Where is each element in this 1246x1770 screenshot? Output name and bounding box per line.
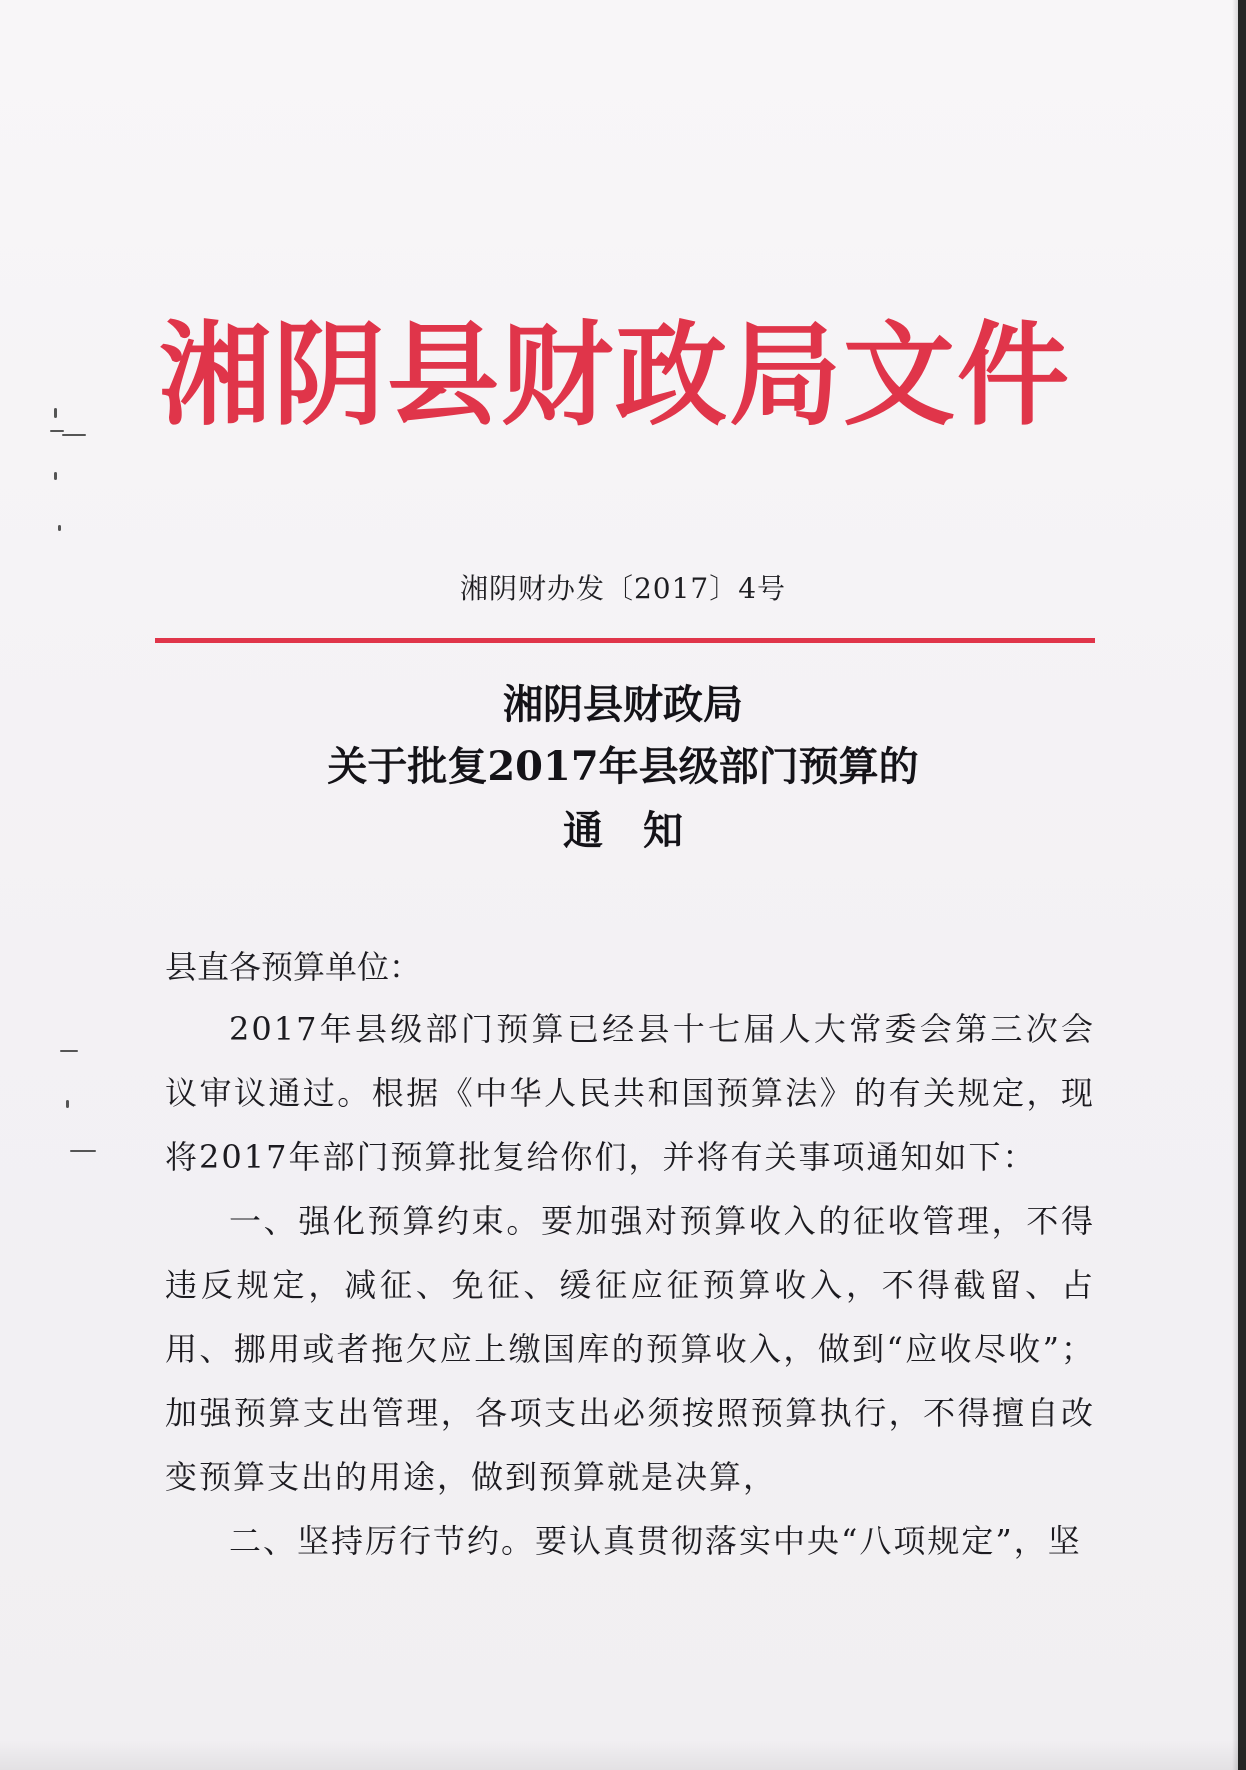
paragraph: 二、坚持厉行节约。要认真贯彻落实中央“八项规定”，坚 xyxy=(229,1522,1082,1560)
salutation: 县直各预算单位： xyxy=(165,948,422,986)
red-divider-line xyxy=(155,638,1095,643)
paragraph: 一、强化预算约束。要加强对预算收入的征收管理，不得违反规定，减征、免征、缓征应征预算收入，不得截留、占用、挪用或者拖欠应上缴国库的预算收入，做到“应收尽收”；加强预算支出管理，各项支出必须按照预算执行，不得擅自改变预算支出的用途，做到预算就是决算， xyxy=(165,1202,1095,1496)
scan-edge xyxy=(1238,0,1246,1770)
bottom-shadow xyxy=(0,1740,1246,1770)
body-paragraphs xyxy=(165,997,1095,1573)
notice-title-line-1: 湘阴县财政局 xyxy=(503,681,743,728)
notice-title-line-3: 通知 xyxy=(563,807,723,854)
document-number: 湘阴财办发〔2017〕4号 xyxy=(459,572,787,605)
issuing-authority-title: 湘阴县财政局文件 xyxy=(159,311,1071,441)
notice-title-line-2: 关于批复2017年县级部门预算的 xyxy=(327,743,919,790)
paragraph: 2017年县级部门预算已经县十七届人大常委会第三次会议审议通过。根据《中华人民共和国预算法》的有关规定，现将2017年部门预算批复给你们，并将有关事项通知如下： xyxy=(165,1010,1095,1176)
